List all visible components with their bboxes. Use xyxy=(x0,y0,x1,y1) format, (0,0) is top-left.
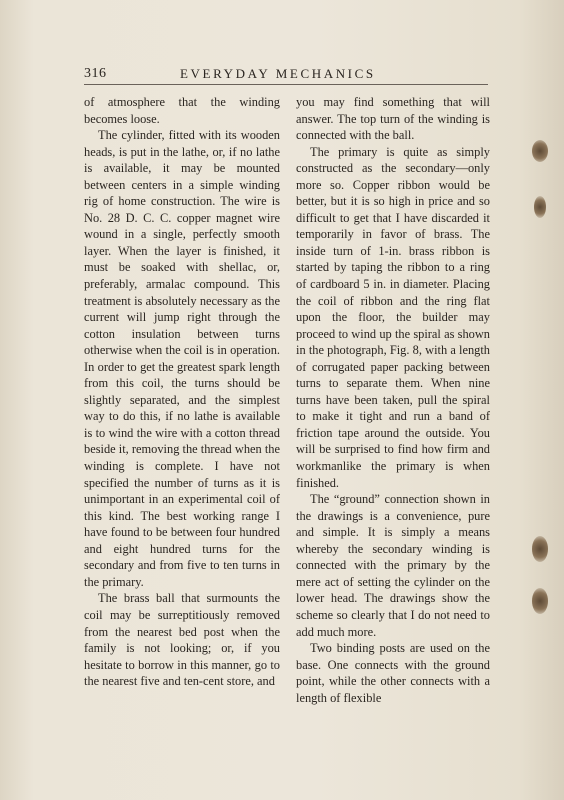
binding-hole xyxy=(532,536,548,562)
paragraph: The “ground” connection shown in the drawings is a convenience, pure and simple. It is simply a means whereby the secondary winding is connected with the primary by the mere act of setting the cylinder on the lower head. The drawings show the scheme so clearly that I do not need to add much more. xyxy=(296,492,490,639)
binding-hole xyxy=(532,588,548,614)
paragraph: The cylinder, fitted with its wooden heads, is put in the lathe, or, if no lathe is available, it may be mounted between centers in a simple winding rig of home construction. The wire is No. 28 D. C. C. copper magnet wire wound in a single, perfectly smooth layer. When the layer is finished, it must be soaked with shellac, or, preferably, armalac compound. This treatment is absolutely necessary as the current will jump right through the cotton insulation between turns otherwise when the coil is in operation. In order to get the greatest spark length from this coil, the turns should be slightly separated, and the simplest way to do this, if no lathe is available is to wind the wire with a cotton thread beside it, removing the thread when the winding is complete. I have not specified the number of turns as it is unimportant in an experimental coil of this kind. The best working range I have found to be between four hundred and eight hundred turns for the secondary and from five to ten turns in the primary. xyxy=(84,128,280,589)
binding-hole xyxy=(534,196,546,218)
paragraph: The primary is quite as simply constructed as the secondary—only more so. Copper ribbon would be better, but it is so high in price and so difficult to get that I have discarded it temporarily in favor of brass. The inside turn of 1-in. brass ribbon is started by taping the ribbon to a ring of cardboard 5 in. in diameter. Placing the coil of ribbon and the ring flat upon the floor, the builder may proceed to wind up the spiral as shown in the photograph, Fig. 8, with a length of corrugated paper packing between turns to separate them. When nine turns have been taken, pull the spiral to make it tight and run a band of friction tape around the outside. You will be surprised to find how firm and workmanlike the primary is when finished. xyxy=(296,144,490,490)
page-header xyxy=(84,66,488,84)
right-column xyxy=(296,94,490,706)
page-number: 316 xyxy=(84,66,107,81)
binding-hole xyxy=(532,140,548,162)
paragraph: of atmosphere that the winding becomes loose. xyxy=(84,95,280,126)
running-title: EVERYDAY MECHANICS xyxy=(180,66,376,81)
paragraph: Two binding posts are used on the base. One connects with the ground point, while the other connects with a length of flexible xyxy=(296,641,490,705)
header-rule xyxy=(84,84,488,85)
paragraph: The brass ball that surmounts the coil may be surreptitiously removed from the nearest bed post when the family is not looking; or, if you hesitate to borrow in this manner, go to the nearest five and ten-cent store, and xyxy=(84,591,280,689)
paragraph: you may find something that will answer. The top turn of the winding is connected with the ball. xyxy=(296,95,490,143)
left-column xyxy=(84,94,280,690)
